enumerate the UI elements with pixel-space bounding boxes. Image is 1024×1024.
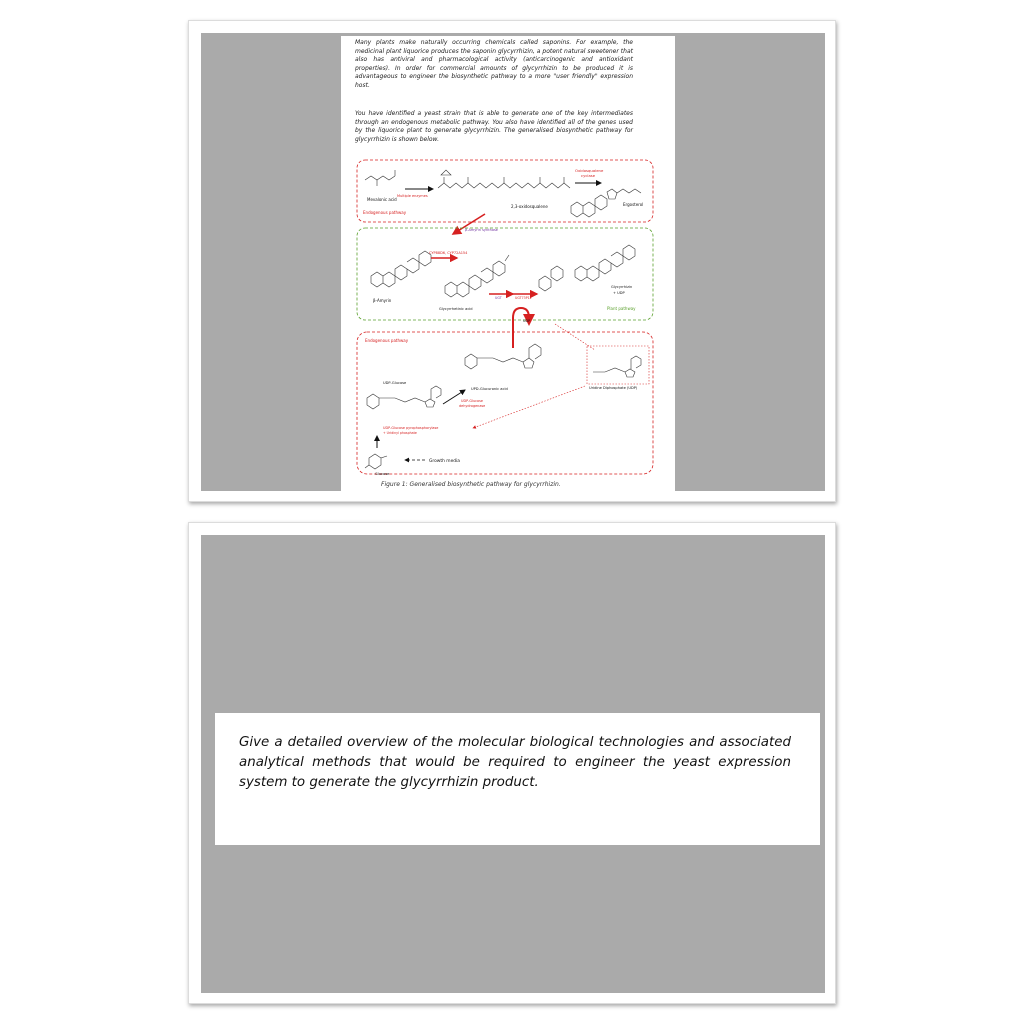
udp-glucose-label: UDP-Glucose [383,381,407,385]
udp-glucose-structure [367,386,441,409]
beta-amyrin-label: β-Amyrin [373,298,392,303]
oxidosqualene-cyclase-label-2: cyclase [581,173,596,178]
ugt-label: UGT [495,296,502,300]
plant-pathway-label: Plant pathway [607,306,636,311]
intro-paragraph: Many plants make naturally occurring chemicals called saponins. For example, the medicinal plant liquorice produces the saponin glycyrrhizin, a potent natural sweetener that also has antiviral and pharmacological activity (anticarcinogenic and antioxidant properties). In order for commercial amounts of glycyrrhizin to be produced it is advantageous to engineer the biosynthetic pathway to a more "user friendly" expression host. [355,39,633,89]
plus-udp-label: + UDP [613,291,625,295]
udp-structure-box [587,346,649,384]
glycyrrhetinic-acid-structure [445,255,509,297]
udp-structure [593,356,641,377]
mevalonic-acid-label: Mevalonic acid [367,197,397,202]
oxidosqualene-structure [438,170,570,188]
cyp-enzymes-label: CYP88D6, CYP72A154 [429,251,468,255]
beta-amyrin-synthase-label: β-Amyrin synthase [465,228,498,232]
endogenous-pathway-top-label: Endogenous pathway [363,210,407,215]
slide-2 [188,522,836,1004]
udp-center-label: UDP [523,319,531,323]
growth-media-label: Growth media [429,459,460,464]
uridine-diphosphate-label: Uridine Diphosphate (UDP) [589,386,638,390]
udp-glucuronic-acid-structure [465,344,541,369]
task-paragraph: You have identified a yeast strain that is able to generate one of the key intermediates through an endogenous metabolic pathway. You also have identified all of the genes used by the liquorice plant to generate glycyrrhizin. The generalised biosynthetic pathway for glycyrrhizin is shown below. [355,110,633,143]
ugt73-label: UGT73P12 [515,296,532,300]
question-box [215,713,820,845]
slide-1 [188,20,836,502]
pathway-figure [353,158,657,478]
udp-glucose-dh-label-2: dehydrogenase [459,404,486,408]
bottom-endogenous-panel [357,332,653,474]
glucose-structure [365,454,387,469]
glycyrrhetinic-acid-label: Glycyrrhetinic acid [439,307,473,311]
endogenous-pathway-bottom-label: Endogenous pathway [365,338,409,343]
multiple-enzymes-label: Multiple enzymes [397,194,428,198]
uridinyl-label: + Uridinyl phosphate [383,431,417,435]
figure-caption: Figure 1: Generalised biosynthetic pathway for glycyrrhizin. [381,481,561,488]
oxidosqualene-label: 2,3-oxidosqualene [511,204,548,209]
udp-dotted-line [555,324,595,350]
glycyrrhizin-label: Glycyrrhizin [611,285,633,289]
mevalonic-acid-structure [365,170,395,186]
udp-recycle-dotted-arrow [473,386,585,428]
udp-curved-arrow [513,308,529,348]
udp-glucose-dh-label: UDP-Glucose [461,399,483,403]
oxidosqualene-cyclase-label: Oxidosqualene [575,168,604,173]
udp-glucuronic-acid-label: UPD-Glucuronic acid [471,387,508,391]
pyrophosphorylase-label: UDP-Glucose pyrophosphorylase [383,426,439,430]
question-text: Give a detailed overview of the molecular biological technologies and associated analytical methods that would be required to engineer the yeast expression system to generate the glycyrrhizin product. [239,735,791,790]
ergosterol-label: Ergosterol [623,202,644,207]
document-page [341,36,675,491]
glucose-label: Glucose [375,472,390,476]
beta-amyrin-structure [371,251,431,287]
